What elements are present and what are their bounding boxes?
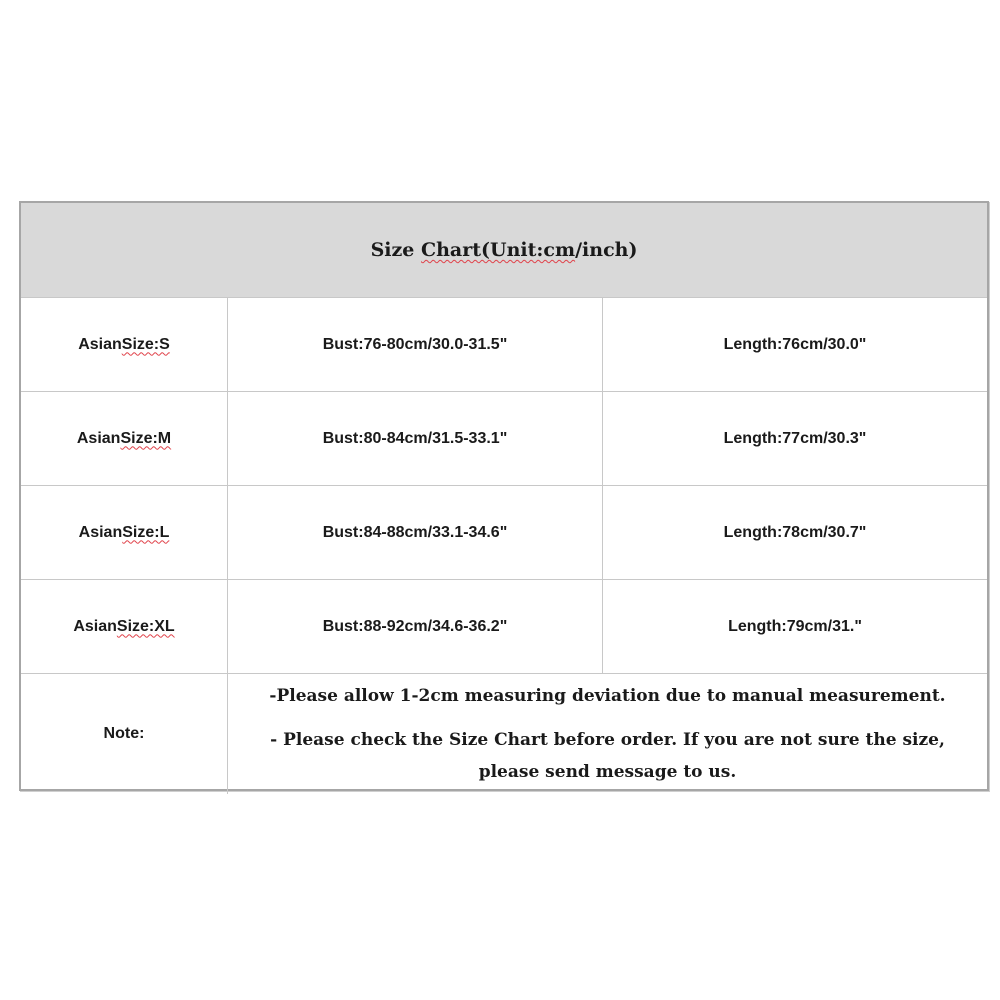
note-label: Note: [21,674,228,794]
note-row [21,674,987,794]
note-line-1: -Please allow 1-2cm measuring deviation due to manual measurement. [269,686,946,706]
size-cell [21,392,228,485]
note-body [228,674,987,794]
size-prefix: Asian [73,617,117,635]
bust-cell: Bust:88-92cm/34.6-36.2" [228,580,603,673]
size-prefix: Asian [78,523,123,541]
size-label: Size:M [120,429,172,447]
bust-cell: Bust:80-84cm/31.5-33.1" [228,392,603,485]
size-label: Size:L [122,523,170,541]
size-label: Size:S [121,335,170,353]
size-label: Size:XL [116,617,175,635]
bust-cell: Bust:84-88cm/33.1-34.6" [228,486,603,579]
title-prefix: Size [370,239,421,261]
length-cell: Length:78cm/30.7" [723,523,867,541]
size-cell [21,580,228,673]
size-prefix: Asian [78,335,122,353]
note-line-2: - Please check the Size Chart before order. If you are not sure the size, please send message to us. [270,730,945,782]
table-row [21,486,987,580]
bust-cell: Bust:76-80cm/30.0-31.5" [228,298,603,391]
title-squiggle: Chart(Unit:cm [421,239,576,261]
title-suffix: /inch) [575,239,638,261]
table-row [21,392,987,486]
size-prefix: Asian [76,429,121,447]
table-header [21,203,987,298]
table-title [371,239,638,261]
length-cell: Length:76cm/30.0" [723,335,867,353]
size-cell [21,298,228,391]
length-cell: Length:79cm/31." [728,617,862,635]
table-row [21,580,987,674]
size-chart-table [19,201,989,791]
table-row [21,298,987,392]
length-cell: Length:77cm/30.3" [723,429,867,447]
size-cell [21,486,228,579]
